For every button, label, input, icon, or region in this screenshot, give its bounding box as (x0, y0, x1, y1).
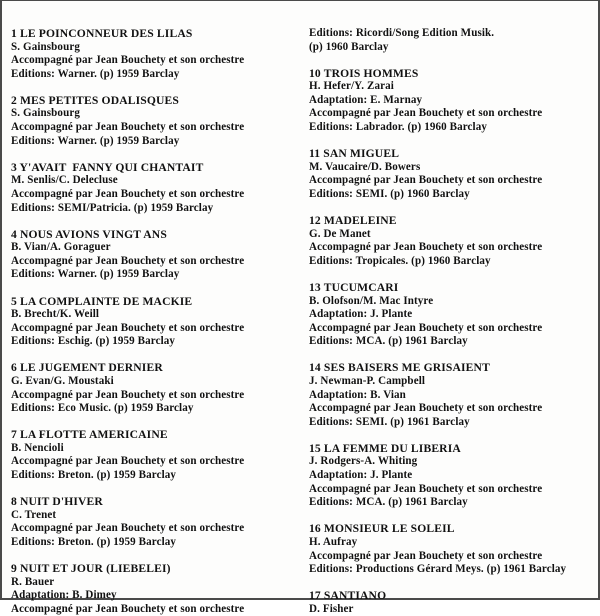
track-entry (309, 361, 594, 429)
track-title: 15 LA FEMME DU LIBERIA (309, 441, 461, 455)
track-detail-line: M. Senlis/C. Delecluse (11, 174, 118, 187)
track-detail-line: Editions: Eco Music. (p) 1959 Barclay (11, 402, 194, 415)
track-entry (11, 27, 296, 81)
track-detail-line: Accompagné par Jean Bouchety et son orchestre (11, 254, 245, 267)
track-detail-line: H. Hefer/Y. Zarai (309, 80, 394, 93)
track-title: 6 LE JUGEMENT DERNIER (11, 361, 163, 375)
track-detail-line: J. Newman-P. Campbell (309, 374, 426, 387)
track-detail-line: J. Rodgers-A. Whiting (309, 455, 418, 468)
track-entry (309, 589, 594, 616)
track-detail-line: B. Vian/A. Goraguer (11, 241, 111, 254)
track-entry (11, 428, 296, 482)
left-column (2, 1, 300, 616)
track-title: 12 MADELEINE (309, 214, 397, 228)
track-continuation-line: (p) 1960 Barclay (309, 40, 389, 53)
track-detail-line: G. De Manet (309, 227, 371, 240)
track-detail-line: Adaptation: E. Marnay (309, 93, 423, 106)
track-detail-line: Editions: SEMI. (p) 1960 Barclay (309, 187, 470, 200)
track-title: 14 SES BAISERS ME GRISAIENT (309, 361, 490, 375)
track-title: 10 TROIS HOMMES (309, 66, 419, 80)
track-detail-line: Adaptation: B. Vian (309, 388, 406, 401)
track-entry (11, 495, 296, 549)
track-entry (309, 147, 594, 201)
track-detail-line: Editions: Warner. (p) 1959 Barclay (11, 134, 180, 147)
track-detail-line: Accompagné par Jean Bouchety et son orchestre (11, 187, 245, 200)
track-detail-line: Accompagné par Jean Bouchety et son orchestre (309, 174, 543, 187)
track-detail-line: Accompagné par Jean Bouchety et son orchestre (11, 388, 245, 401)
track-detail-line: Accompagné par Jean Bouchety et son orchestre (309, 107, 543, 120)
track-detail-line: Accompagné par Jean Bouchety et son orchestre (309, 549, 543, 562)
track-title: 11 SAN MIGUEL (309, 147, 400, 161)
track-title: 16 MONSIEUR LE SOLEIL (309, 522, 455, 536)
track-entry (11, 361, 296, 415)
track-title: 1 LE POINCONNEUR DES LILAS (11, 27, 193, 40)
track-detail-line: B. Nencioli (11, 441, 64, 454)
track-title: 7 LA FLOTTE AMERICAINE (11, 428, 168, 442)
track-detail-line: C. Trenet (11, 508, 57, 521)
track-detail-line: Accompagné par Jean Bouchety et son orchestre (11, 121, 245, 134)
track-continuation-line: Editions: Ricordi/Song Edition Musik. (309, 27, 495, 39)
right-column (300, 1, 598, 616)
track-detail-line: Accompagné par Jean Bouchety et son orchestre (309, 482, 543, 495)
track-detail-line: Editions: MCA. (p) 1961 Barclay (309, 496, 468, 509)
track-detail-line: Editions: Breton. (p) 1959 Barclay (11, 535, 177, 548)
track-entry (309, 281, 594, 349)
track-detail-line: Accompagné par Jean Bouchety et son orchestre (309, 241, 543, 254)
track-detail-line: Editions: Warner. (p) 1959 Barclay (11, 268, 180, 281)
track-entry (11, 295, 296, 349)
track-detail-line: Adaptation: B. Dimey (11, 589, 117, 602)
track-entry (309, 214, 594, 268)
track-detail-line: Editions: SEMI/Patricia. (p) 1959 Barclay (11, 201, 214, 214)
track-detail-line: Editions: Breton. (p) 1959 Barclay (11, 469, 177, 482)
track-detail-line: Accompagné par Jean Bouchety et son orchestre (11, 602, 245, 615)
track-entry (309, 522, 594, 576)
track-title: 8 NUIT D'HIVER (11, 495, 103, 509)
track-detail-line: Adaptation: J. Plante (309, 308, 413, 321)
track-title: 9 NUIT ET JOUR (LIEBELEI) (11, 562, 171, 575)
track-detail-line: Editions: MCA. (p) 1961 Barclay (309, 335, 468, 348)
track-entry (11, 562, 296, 616)
track-title: 17 SANTIANO (309, 589, 387, 603)
track-detail-line: Adaptation: J. Plante (309, 469, 413, 482)
track-entry (11, 94, 296, 148)
track-title: 2 MES PETITES ODALISQUES (11, 93, 179, 107)
two-column-layout (2, 1, 598, 615)
track-title: 3 Y'AVAIT FANNY QUI CHANTAIT (11, 160, 204, 174)
track-entry (11, 161, 296, 215)
track-detail-line: Editions: Productions Gérard Meys. (p) 1961 Barclay (309, 563, 567, 576)
track-detail-line: S. Gainsbourg (11, 40, 80, 53)
track-detail-line: Accompagné par Jean Bouchety et son orchestre (11, 522, 245, 535)
track-detail-line: D. Fisher (309, 602, 354, 615)
track-detail-line: Editions: SEMI. (p) 1961 Barclay (309, 415, 470, 428)
track-detail-line: R. Bauer (11, 575, 55, 588)
track-title: 5 LA COMPLAINTE DE MACKIE (11, 294, 193, 308)
track-detail-line: Editions: Labrador. (p) 1960 Barclay (309, 121, 487, 134)
track-title: 4 NOUS AVIONS VINGT ANS (11, 227, 167, 241)
track-continuation-block (309, 27, 594, 54)
track-detail-line: B. Brecht/K. Weill (11, 308, 100, 321)
track-detail-line: G. Evan/G. Moustaki (11, 374, 114, 387)
track-entry (309, 67, 594, 135)
track-detail-line: Accompagné par Jean Bouchety et son orchestre (309, 321, 543, 334)
track-title: 13 TUCUMCARI (309, 280, 399, 294)
track-detail-line: S. Gainsbourg (11, 107, 80, 120)
track-detail-line: Accompagné par Jean Bouchety et son orchestre (11, 455, 245, 468)
track-detail-line: Editions: Warner. (p) 1959 Barclay (11, 67, 180, 80)
track-entry (11, 228, 296, 282)
track-detail-line: M. Vaucaire/D. Bowers (309, 160, 421, 173)
track-detail-line: Accompagné par Jean Bouchety et son orchestre (11, 321, 245, 334)
track-detail-line: Editions: Tropicales. (p) 1960 Barclay (309, 254, 491, 267)
track-entry (309, 442, 594, 510)
track-detail-line: B. Olofson/M. Mac Intyre (309, 294, 434, 307)
track-detail-line: H. Aufray (309, 535, 358, 548)
track-detail-line: Accompagné par Jean Bouchety et son orchestre (11, 54, 245, 67)
track-detail-line: Accompagné par Jean Bouchety et son orchestre (309, 402, 543, 415)
track-detail-line: Editions: Eschig. (p) 1959 Barclay (11, 335, 176, 348)
